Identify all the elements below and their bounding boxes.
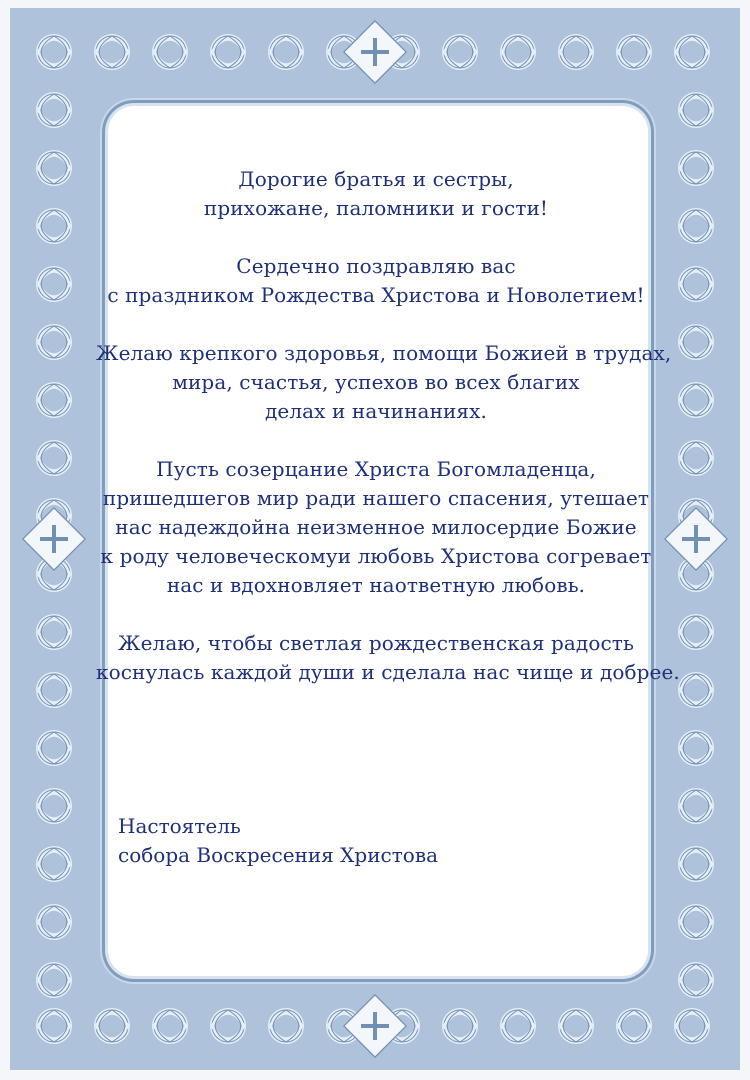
- paragraph-wishes: [96, 339, 672, 426]
- paragraph-contemplation: [96, 455, 656, 600]
- paragraph-closing-wish: [96, 629, 680, 687]
- ornament-knot-outline: [96, 36, 128, 68]
- ornament-knot-outline: [680, 268, 712, 300]
- signature-cathedral: собора Воскресения Христова: [118, 843, 439, 867]
- ornament-knot-outline: [680, 732, 712, 764]
- ornament-knot-outline: [38, 732, 70, 764]
- ornament-knot-outline: [618, 36, 650, 68]
- ornament-knot-outline: [680, 152, 712, 184]
- ornament-knot-outline: [38, 268, 70, 300]
- signature-title: Настоятель: [118, 814, 241, 838]
- ornament-knot-outline: [38, 1010, 70, 1042]
- ornament-knot-outline: [502, 1010, 534, 1042]
- text-line: Желаю крепкого здоровья, помощи Божией в трудах,: [96, 341, 672, 365]
- ornament-knot-outline: [270, 36, 302, 68]
- ornament-knot-outline: [38, 906, 70, 938]
- text-line: мира, счастья, успехов во всех благих: [172, 370, 580, 394]
- paragraph-congratulation: [96, 252, 656, 310]
- text-line: к роду человеческомуи любовь Христова согревает: [100, 544, 652, 568]
- ornament-knot-outline: [38, 616, 70, 648]
- ornament-knot-outline: [38, 790, 70, 822]
- ornament-knot-outline: [212, 36, 244, 68]
- text-line: с праздником Рождества Христова и Новолетием!: [107, 283, 645, 307]
- ornament-knot-outline: [680, 674, 712, 706]
- paragraph-greeting: [96, 165, 656, 223]
- ornament-knot-outline: [212, 1010, 244, 1042]
- ornament-knot-outline: [680, 442, 712, 474]
- ornament-knot-outline: [270, 1010, 302, 1042]
- ornament-knot-outline: [154, 1010, 186, 1042]
- text-line: Сердечно поздравляю вас: [236, 254, 516, 278]
- ornament-knot-outline: [38, 442, 70, 474]
- ornament-knot-outline: [38, 326, 70, 358]
- ornament-knot-outline: [680, 210, 712, 242]
- ornament-knot-outline: [96, 1010, 128, 1042]
- ornament-knot-outline: [38, 210, 70, 242]
- text-line: Пусть созерцание Христа Богомладенца,: [156, 457, 596, 481]
- greeting-letter: [96, 165, 680, 716]
- text-line: Дорогие братья и сестры,: [238, 167, 514, 191]
- text-line: нас и вдохновляет наответную любовь.: [166, 573, 586, 597]
- ornament-knot-outline: [154, 36, 186, 68]
- ornament-knot-outline: [38, 152, 70, 184]
- ornament-knot-outline: [680, 790, 712, 822]
- ornament-knot-outline: [676, 36, 708, 68]
- ornament-knot-outline: [38, 964, 70, 996]
- text-line: Желаю, чтобы светлая рождественская радость: [118, 631, 634, 655]
- ornament-knot-outline: [38, 674, 70, 706]
- ornament-knot-outline: [38, 384, 70, 416]
- ornament-knot-outline: [38, 36, 70, 68]
- text-line: нас надеждойна неизменное милосердие Божие: [115, 515, 637, 539]
- ornament-knot-outline: [680, 848, 712, 880]
- ornament-knot-outline: [680, 384, 712, 416]
- ornament-knot-outline: [680, 906, 712, 938]
- ornament-knot-outline: [444, 1010, 476, 1042]
- text-line: прихожане, паломники и гости!: [203, 196, 549, 220]
- ornament-knot-outline: [680, 326, 712, 358]
- text-line: делах и начинаниях.: [265, 399, 487, 423]
- ornament-knot-outline: [680, 616, 712, 648]
- ornament-knot-outline: [676, 1010, 708, 1042]
- ornament-knot-outline: [618, 1010, 650, 1042]
- ornament-knot-outline: [680, 964, 712, 996]
- text-line: пришедшегов мир ради нашего спасения, утешает: [102, 486, 650, 510]
- ornament-knot-outline: [444, 36, 476, 68]
- text-line: коснулась каждой души и сделала нас чище и добрее.: [96, 660, 680, 684]
- ornament-knot-outline: [502, 36, 534, 68]
- ornament-knot-outline: [38, 94, 70, 126]
- signature-block: [118, 812, 438, 870]
- ornament-knot-outline: [560, 36, 592, 68]
- ornament-knot-outline: [38, 848, 70, 880]
- ornament-knot-outline: [680, 94, 712, 126]
- ornament-knot-outline: [560, 1010, 592, 1042]
